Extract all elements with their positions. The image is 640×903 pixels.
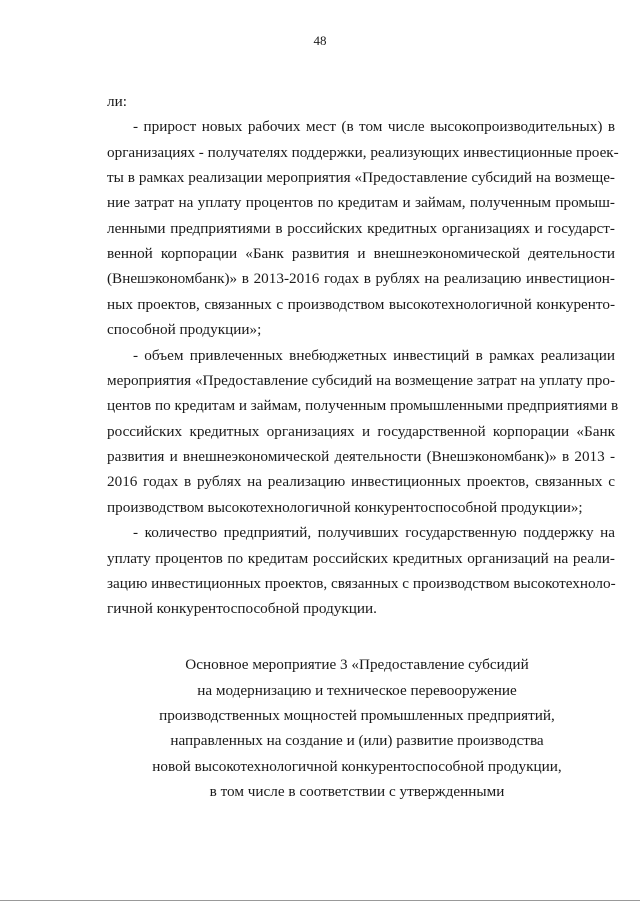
text-line: - прирост новых рабочих мест (в том числе высокопроизводительных) в [133,118,615,135]
text-line: гичной конкурентоспособной продукции. [107,600,377,617]
text-line: ленными предприятиями в российских кредитных организациях и государст- [107,220,615,237]
text-line: (Внешэкономбанк)» в 2013-2016 годах в рублях на реализацию инвестицион- [107,270,615,287]
text-line: венной корпорации «Банк развития и внешнеэкономической деятельности [107,245,615,262]
heading-line: направленных на создание и (или) развитие производства [170,732,544,749]
text-line: организациях - получателях поддержки, реализующих инвестиционные проек- [107,144,619,161]
heading-line: производственных мощностей промышленных предприятий, [159,707,555,724]
page-number: 48 [313,33,327,48]
text-line: мероприятия «Предоставление субсидий на возмещение затрат на уплату про- [107,372,615,389]
text-line: - количество предприятий, получивших государственную поддержку на [133,524,615,541]
heading-line: Основное мероприятие 3 «Предоставление субсидий [185,656,529,673]
text-line: - объем привлеченных внебюджетных инвестиций в рамках реализации [133,347,615,364]
text-line: ных проектов, связанных с производством высокотехнологичной конкуренто- [107,296,615,313]
text-line: способной продукции»; [107,321,262,338]
text-line: центов по кредитам и займам, полученным промышленными предприятиями в [107,397,619,414]
text-line: уплату процентов по кредитам российских кредитных организаций на реали- [107,550,615,567]
text-line: производством высокотехнологичной конкурентоспособной продукции»; [107,499,583,516]
text-line: ние затрат на уплату процентов по кредитам и займам, полученным промыш- [107,194,615,211]
text-line: российских кредитных организациях и государственной корпорации «Банк [107,423,615,440]
text-line: развития и внешнеэкономической деятельности (Внешэкономбанк)» в 2013 - [107,448,615,465]
heading-line: в том числе в соответствии с утвержденными [209,783,505,800]
heading-line: новой высокотехнологичной конкурентоспособной продукции, [152,758,562,775]
heading-line: на модернизацию и техническое перевооружение [197,682,517,699]
text-line: ты в рамках реализации мероприятия «Предоставление субсидий на возмеще- [107,169,615,186]
page-edge-rule [0,900,640,901]
text-line: ли: [107,93,127,110]
text-line: зацию инвестиционных проектов, связанных с производством высокотехноло- [107,575,616,592]
text-line: 2016 годах в рублях на реализацию инвестиционных проектов, связанных с [107,473,615,490]
